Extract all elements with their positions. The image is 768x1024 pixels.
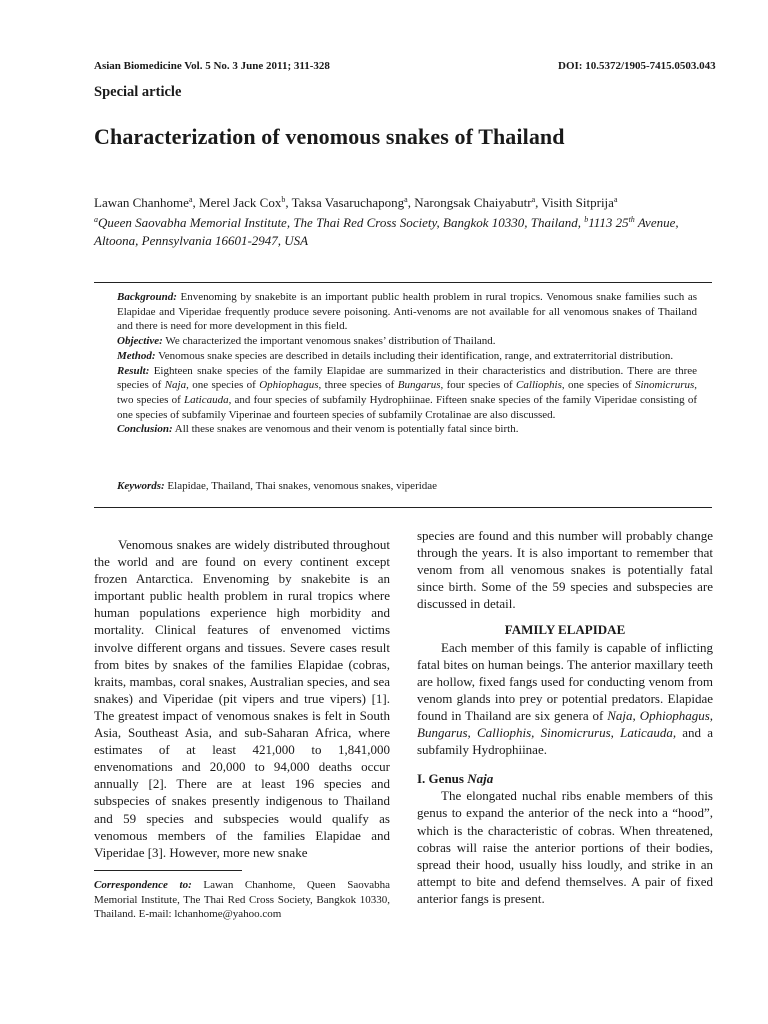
abstract-label: Conclusion: <box>117 423 173 436</box>
affiliation-b: Avenue, Altoona, Pennsylvania 16601-2947, USA <box>94 215 679 248</box>
affiliation-b-street: 25 <box>615 215 629 230</box>
author-affil-mark: a <box>188 195 193 204</box>
abstract-objective: We characterized the important venomous snakes’ distribution of Thailand. <box>165 335 496 348</box>
affiliation-a: Queen Saovabha Memorial Institute, The Thai Red Cross Society, Bangkok 10330, Thailand, <box>98 215 581 230</box>
family-text: Each member of this family is capable of inflicting fatal bites on human beings. The anterior maxillary teeth are hollow, fixed fangs used for conducting venom from venom glands into prey or potential predators. Elapidae found in Thailand are six genera of <box>417 639 713 723</box>
genus-heading-prefix: I. Genus <box>417 771 464 787</box>
genus-name: Calliophis <box>516 379 562 392</box>
genera-list: Naja, Ophiophagus, Bungarus, Calliophis, Sinomicrurus, Laticauda, <box>417 707 714 741</box>
affil-mark: a <box>94 215 98 224</box>
author-name: Visith Sitprija <box>541 195 614 210</box>
abstract-result: , and four species of subfamily Hydrophiinae. Fifteen snake species of the family Viperidae consisting of one species of subfamily Viperinae and fourteen species of subfamily Crotalinae are also discussed. <box>117 393 697 421</box>
genus-name: Bungarus <box>397 379 441 392</box>
correspondence-text: Lawan Chanhome, Queen Saovabha Memorial Institute, The Thai Red Cross Society, Bangkok 10330, Thailand. E-mail: lchanhome@yahoo.com <box>94 879 391 920</box>
author-name: Merel Jack Cox <box>199 195 282 210</box>
genus-name: Ophiophagus <box>259 379 319 392</box>
paper-title: Characterization of venomous snakes of Thailand <box>94 124 565 149</box>
author-list: Lawan Chanhome$^a$, Merel Jack Cox$^b$, Taksa Vasaruchapong$^a$, Narongsak Chaiyabutr$^a$, Visith Sitprija$^a$ <box>94 195 618 210</box>
genus-paragraph: The elongated nuchal ribs enable members of this genus to expand the anterior of the neck into a “hood”, which is the characteristic of cobras. When threatened, cobras will raise the anterior portions of their bodies, spread their hood, usually hiss loudly, and strike in an attempt to bite and defend themselves. A pair of fixed anterior fangs is present. <box>417 788 713 906</box>
affiliations <box>94 214 719 250</box>
abstract <box>117 290 697 437</box>
footnote-rule <box>94 870 242 871</box>
affil-mark: b <box>584 215 589 224</box>
correspondence-label: Correspondence to: <box>94 879 192 891</box>
abstract-top-rule <box>94 282 712 283</box>
author-affil-mark: a <box>531 195 536 204</box>
author-affil-mark: a <box>404 195 408 204</box>
intro-paragraph: Venomous snakes are widely distributed throughout the world and are found on every continent except frozen Antarctica. Envenoming by snakebite is an important public health problem in rural tropics where human populations experience high morbidity and mortality. Clinical features of envenomed victims involve different organs and tissues. Severe cases result from bites by snakes of the families Elapidae (cobras, kraits, mambas, coral snakes, Australian species, and sea snakes) and Viperidae (pit vipers and true vipers) [1]. The greatest impact of venomous snakes is felt in South Asia, Southeast Asia, and sub-Saharan Africa, where estimates of at least 421,000 to 1,841,000 envenomations and 20,000 to 94,000 deaths occur annually [2]. There are at least 196 species and subspecies of snakes presently indigenous to Thailand and 59 species and subspecies would qualify as venomous members of the families Elapidae and Viperidae [3]. However, more new snake <box>94 537 390 860</box>
genus-name: Laticauda <box>183 393 229 406</box>
abstract-result: , one species of <box>561 379 632 392</box>
author-affil-mark: b <box>281 195 286 204</box>
intro-paragraph-continued: species are found and this number will probably change through the years. It is also important to remember that venom from all venomous snakes is potentially fatal since birth. Some of the 59 species and subspecies are discussed in detail. <box>417 528 713 612</box>
abstract-label: Result: <box>117 364 150 377</box>
abstract-background: Envenoming by snakebite is an important public health problem in rural tropics. Venomous snake families such as Elapidae and Viperidae frequently produce severe poisoning. Anti-venoms are not available for all venomous snakes of Thailand and there is need for more development in this field. <box>117 291 697 333</box>
author-name: Narongsak Chaiyabutr <box>414 195 532 210</box>
affiliation-b-number: 1113 <box>588 215 613 230</box>
subsection-heading <box>417 770 713 787</box>
ordinal-suffix: th <box>628 215 635 224</box>
doi-link[interactable]: DOI: 10.5372/1905-7415.0503.043 <box>558 60 716 72</box>
keywords-label: Keywords: <box>117 480 165 492</box>
genus-name: Naja <box>164 379 187 392</box>
abstract-result: , four species of <box>440 379 513 392</box>
author-affil-mark: a <box>613 195 618 204</box>
keywords-text: Elapidae, Thailand, Thai snakes, venomous snakes, viperidae <box>167 480 438 492</box>
abstract-conclusion: All these snakes are venomous and their venom is potentially fatal since birth. <box>174 423 519 436</box>
abstract-result: , one species of <box>186 379 256 392</box>
body-column-left <box>94 536 390 861</box>
article-type: Special article <box>94 84 182 100</box>
keywords <box>117 480 697 492</box>
abstract-method: Venomous snake species are described in details including their identification, range, and extraterritorial distribution. <box>158 349 674 362</box>
journal-citation: Asian Biomedicine Vol. 5 No. 3 June 2011; 311-328 <box>94 60 330 72</box>
abstract-result: , three species of <box>318 379 395 392</box>
genus-heading-name: Naja <box>467 771 494 787</box>
section-heading: FAMILY ELAPIDAE <box>504 622 626 638</box>
abstract-bottom-rule <box>94 507 712 508</box>
abstract-result: , two species of <box>117 379 698 406</box>
abstract-label: Background: <box>117 291 177 303</box>
body-column-right <box>417 527 713 907</box>
genus-name: Sinomicrurus <box>635 379 695 392</box>
correspondence-note <box>94 878 390 922</box>
abstract-label: Objective: <box>117 335 163 348</box>
abstract-result: Eighteen snake species of the family Elapidae are summarized in their characteristics and distribution. There are three species of <box>117 364 698 392</box>
family-paragraph <box>417 639 713 759</box>
author-name: Lawan Chanhome <box>94 195 189 210</box>
family-text: and a subfamily Hydrophiinae. <box>417 725 713 758</box>
author-name: Taksa Vasaruchapong <box>291 195 405 210</box>
abstract-label: Method: <box>117 349 156 362</box>
